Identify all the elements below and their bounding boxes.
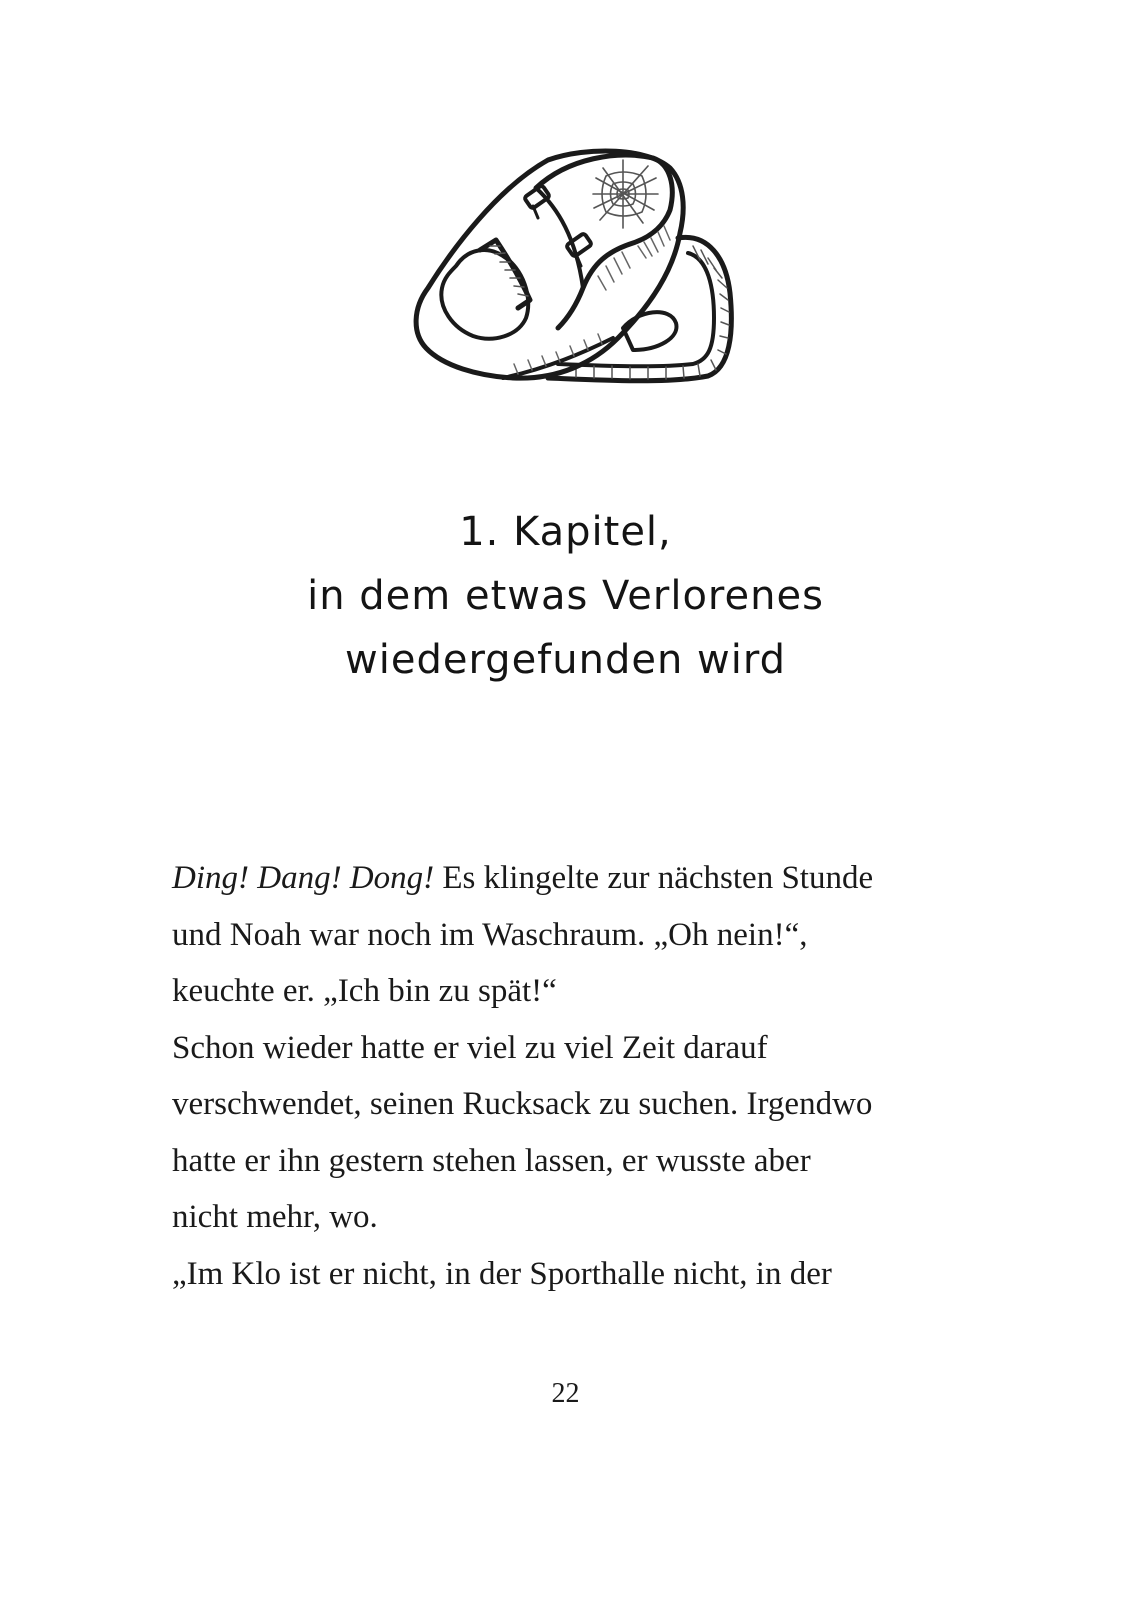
body-line-2: und Noah war noch im Waschraum. „Oh nein!“, — [172, 916, 808, 953]
backpack-with-spiderweb-icon — [408, 128, 758, 398]
page-number: 22 — [551, 1378, 580, 1409]
chapter-title-line-3: wiedergefunden wird — [345, 637, 786, 683]
body-line-1 — [172, 850, 992, 907]
sound-effect-text: Ding! Dang! Dong! — [172, 860, 435, 896]
chapter-heading — [0, 500, 1131, 692]
body-line-4: Schon wieder hatte er viel zu viel Zeit darauf — [172, 1029, 768, 1066]
chapter-title-line-2: in dem etwas Verlorenes — [307, 573, 824, 619]
chapter-title-line-1: 1. Kapitel, — [459, 509, 672, 555]
body-line-5: verschwendet, seinen Rucksack zu suchen. Irgendwo — [172, 1086, 873, 1122]
body-line-1-text: Es klingelte zur nächsten Stunde — [434, 860, 874, 896]
body-line-3: keuchte er. „Ich bin zu spät!“ — [172, 973, 557, 1009]
body-paragraph — [172, 850, 992, 1302]
body-line-8: „Im Klo ist er nicht, in der Sporthalle nicht, in der — [172, 1255, 832, 1292]
body-line-6: hatte er ihn gestern stehen lassen, er wusste aber — [172, 1142, 811, 1179]
body-line-7: nicht mehr, wo. — [172, 1199, 378, 1235]
